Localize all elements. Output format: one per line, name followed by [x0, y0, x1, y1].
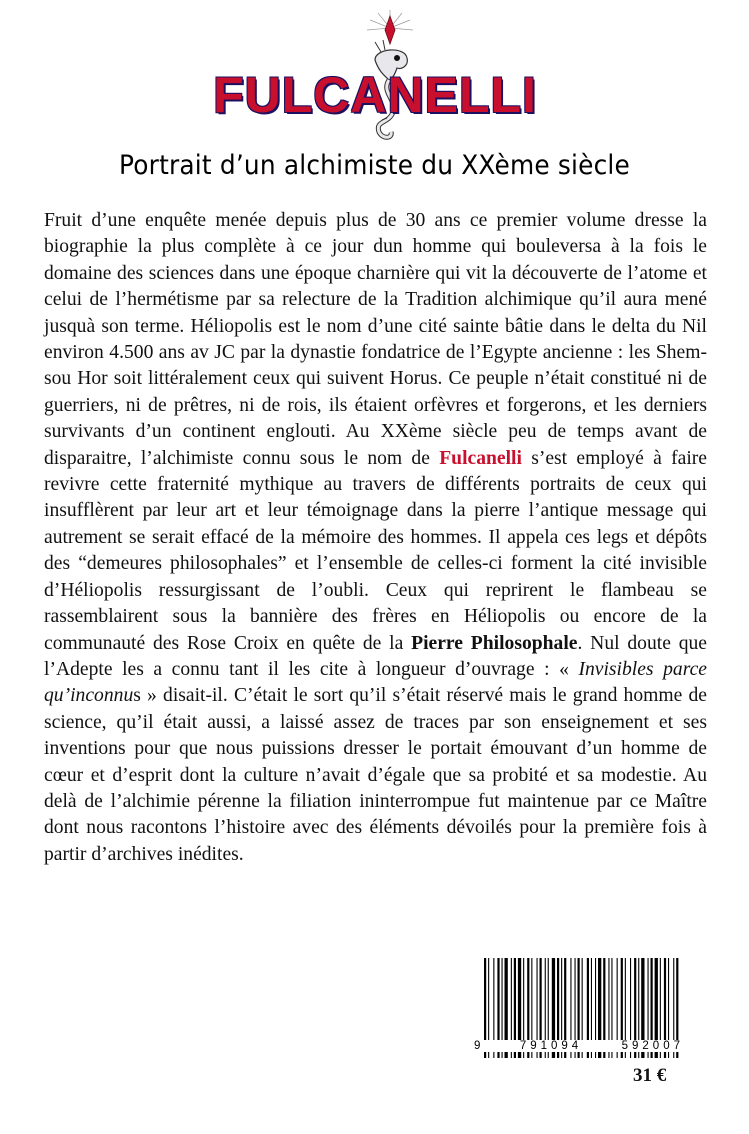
blurb-part-1: Fruit d’une enquête menée depuis plus de 30 ans ce premier volume dresse la biographie la plus complète à ce jour dun homme qui bouleversa à la fois le domaine des sciences dans une époque charnière qui vit la découverte de l’atome et celui de l’hermétisme par sa relecture de la Tradition alchimique qu’il aura mené jusquà son terme. Héliopolis est le nom d’une cité sainte bâtie dans le delta du Nil environ 4.500 ans av JC par la dynastie fondatrice de l’Egypte ancienne : les Shem-sou Hor soit littéralement ceux qui suivent Horus. Ce peuple n’était constitué ni de guerriers, ni de prêtres, ni de rois, ils étaient orfèvres et forgerons, et les derniers survivants d’un continent englouti. Au XXème siècle peu de temps avant de disparaitre, l’alchimiste connu sous le nom de: [44, 210, 707, 469]
blurb-part-3: . Nul doute que l’Adepte les a connu tant il les cite à longueur d’ouvrage : «: [44, 632, 708, 680]
blurb-part-4: s » disait-il. C’était le sort qu’il s’était réservé mais le grand homme de science, qu’il était aussi, a laissé assez de traces par son enseignement et ses inventions pour que nous puissions dresser le portait émouvant d’un homme de cœur et d’esprit dont la culture n’avait d’égale que sa probité et sa modestie. Au delà de l’alchimie pérenne la filiation ininterrompue fut maintenue par ce Maître dont nous racontons l’histoire avec des éléments dévoilés pour la première fois à partir d’archives inédites.: [44, 685, 707, 865]
logo-title: FULCANELLI: [213, 67, 537, 123]
barcode-digit-group-2: 592007: [621, 1040, 684, 1052]
barcode-digits: [474, 1040, 684, 1052]
philosophers-stone-highlight: Pierre Philosophale: [411, 632, 578, 654]
book-subtitle: Portrait d’un alchimiste du XXème siècle: [119, 150, 630, 181]
blurb-part-2: s’est employé à faire revivre cette fraternité mythique au travers de différents portraits de ceux qui insufflèrent par leur art et leur témoignage dans la pierre l’antique message qui autrement se serait effacé de la mémoire des hommes. Il appela ces legs et dépôts des “demeures philosophales” et l’ensemble de celles-ci forment la cité invisible d’Héliopolis ressurgissant de l’oubli. Ceux qui reprirent le flambeau se rassemblairent sous la bannière des frères en Héliopolis ou encore de la communauté des Rose Croix en quête de la: [44, 447, 707, 654]
barcode-digit-group-1: 791094: [519, 1040, 583, 1052]
logo: [195, 8, 555, 148]
barcode-digit-prefix: 9: [474, 1040, 481, 1052]
author-name-highlight: Fulcanelli: [439, 447, 522, 469]
price-label: 31 €: [633, 1065, 667, 1086]
back-cover-blurb: [44, 208, 707, 868]
quote-italic: Invisibles parce qu’inconnu: [44, 658, 707, 707]
